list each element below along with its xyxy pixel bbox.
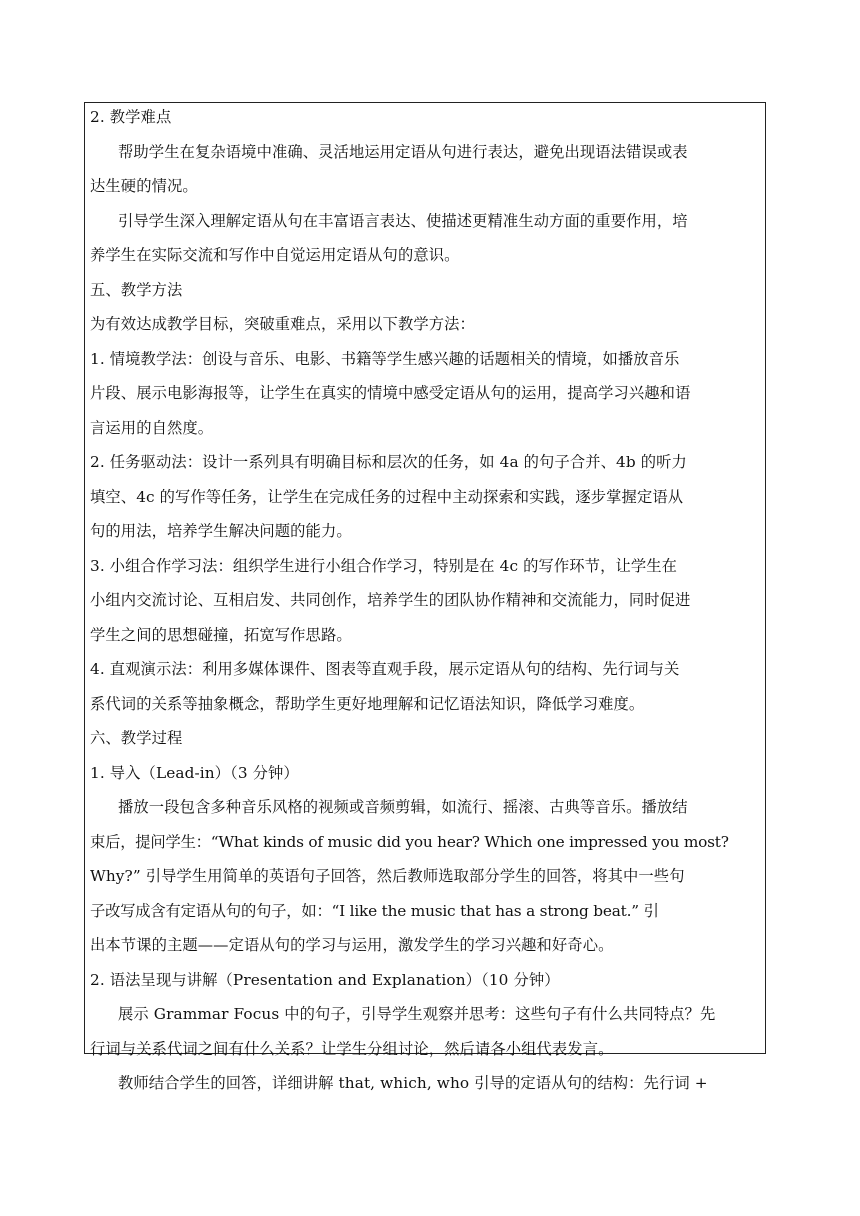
- paragraph-line: 养学生在实际交流和写作中自觉运用定语从句的意识。: [90, 246, 460, 264]
- paragraph-line: 填空、4c 的写作等任务，让学生在完成任务的过程中主动探索和实践，逐步掌握定语从: [90, 488, 684, 506]
- paragraph-line: 为有效达成教学目标，突破重难点，采用以下教学方法：: [90, 315, 475, 333]
- paragraph-line: 系代词的关系等抽象概念，帮助学生更好地理解和记忆语法知识，降低学习难度。: [90, 695, 645, 713]
- section-heading-methods: 五、教学方法: [90, 281, 183, 299]
- method-item-4: 4. 直观演示法：利用多媒体课件、图表等直观手段，展示定语从句的结构、先行词与关: [90, 660, 680, 678]
- section-heading-process: 六、教学过程: [90, 729, 183, 747]
- process-step-2: 2. 语法呈现与讲解（Presentation and Explanation）（10 分钟）: [90, 971, 560, 989]
- paragraph-line: 句的用法，培养学生解决问题的能力。: [90, 522, 352, 540]
- method-item-3: 3. 小组合作学习法：组织学生进行小组合作学习，特别是在 4c 的写作环节，让学生在: [90, 557, 678, 575]
- paragraph-line: 帮助学生在复杂语境中准确、灵活地运用定语从句进行表达，避免出现语法错误或表: [118, 143, 688, 161]
- method-item-2: 2. 任务驱动法：设计一系列具有明确目标和层次的任务，如 4a 的句子合并、4b 的听力: [90, 453, 687, 471]
- paragraph-line: 出本节课的主题——定语从句的学习与运用，激发学生的学习兴趣和好奇心。: [90, 936, 614, 954]
- process-step-1: 1. 导入（Lead-in）（3 分钟）: [90, 764, 299, 782]
- paragraph-line: 引导学生深入理解定语从句在丰富语言表达、使描述更精准生动方面的重要作用，培: [118, 212, 688, 230]
- paragraph-line: 学生之间的思想碰撞，拓宽写作思路。: [90, 626, 352, 644]
- paragraph-line: 播放一段包含多种音乐风格的视频或音频剪辑，如流行、摇滚、古典等音乐。播放结: [118, 798, 688, 816]
- heading-teaching-difficulties: 2. 教学难点: [90, 108, 172, 126]
- paragraph-line: Why?” 引导学生用简单的英语句子回答，然后教师选取部分学生的回答，将其中一些句: [90, 867, 685, 885]
- paragraph-line: 教师结合学生的回答，详细讲解 that, which, who 引导的定语从句的结构：先行词 +: [118, 1074, 708, 1092]
- paragraph-line: 小组内交流讨论、互相启发、共同创作，培养学生的团队协作精神和交流能力，同时促进: [90, 591, 691, 609]
- paragraph-line: 行词与关系代词之间有什么关系？让学生分组讨论，然后请各小组代表发言。: [90, 1040, 614, 1058]
- paragraph-line: 言运用的自然度。: [90, 419, 214, 437]
- paragraph-line: 达生硬的情况。: [90, 177, 198, 195]
- paragraph-line: 片段、展示电影海报等，让学生在真实的情境中感受定语从句的运用，提高学习兴趣和语: [90, 384, 691, 402]
- method-item-1: 1. 情境教学法：创设与音乐、电影、书籍等学生感兴趣的话题相关的情境，如播放音乐: [90, 350, 680, 368]
- paragraph-line: 展示 Grammar Focus 中的句子，引导学生观察并思考：这些句子有什么共同特点？先: [118, 1005, 716, 1023]
- paragraph-line: 束后，提问学生：“What kinds of music did you hear? Which one impressed you most?: [90, 833, 729, 851]
- paragraph-line: 子改写成含有定语从句的句子，如：“I like the music that has a strong beat.” 引: [90, 902, 659, 920]
